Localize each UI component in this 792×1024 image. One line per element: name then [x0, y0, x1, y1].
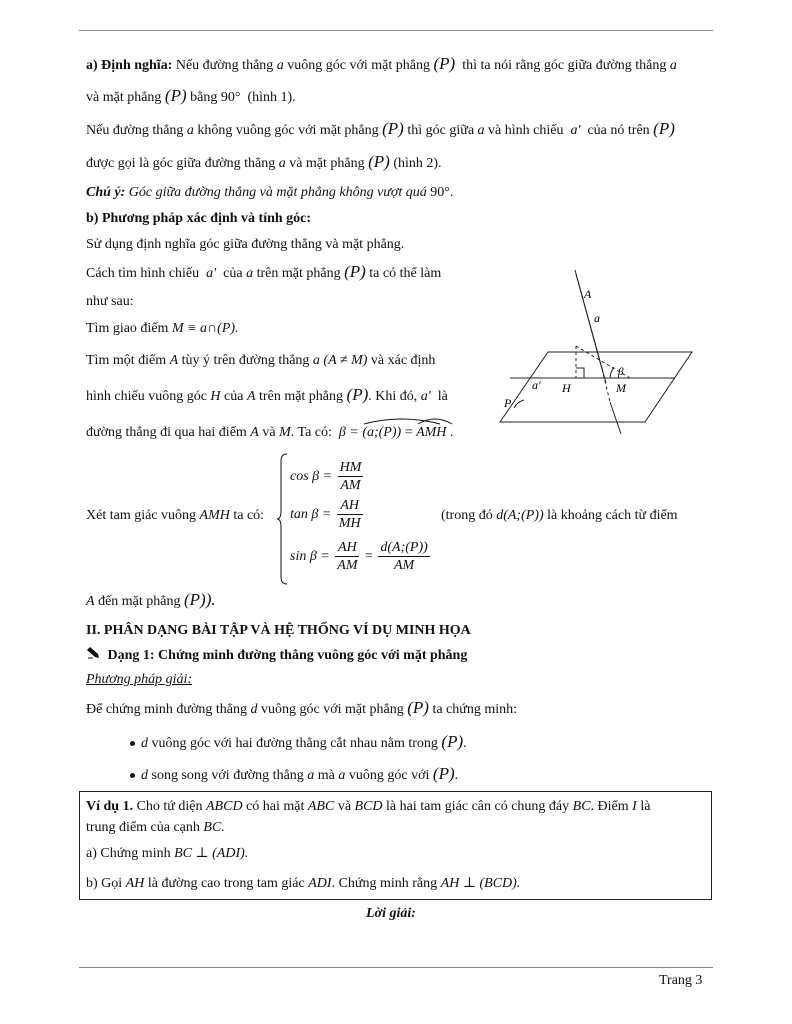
sin-formula: sin β = $\frac{AH}{AM}$ = $\frac{d(A;(P))}{AM}$ — [290, 540, 428, 573]
solution-label: Lời giải: — [366, 906, 416, 921]
bullet-2: d song song với đường thẳng a mà a vuông góc với (P). — [130, 765, 458, 785]
definition-note: Chú ý: Góc giữa đường thẳng và mặt phẳng không vượt quá 90°. — [86, 185, 454, 200]
figure-label-a-prime: a' — [532, 378, 541, 392]
section-2-heading: II. PHÂN DẠNG BÀI TẬP VÀ HỆ THỐNG VÍ DỤ MINH HỌA — [86, 623, 471, 638]
dang-1-intro: Để chứng minh đường thẳng d vuông góc với mặt phẳng (P) ta chứng minh: — [86, 698, 518, 717]
definition-line-3: Nếu đường thẳng a không vuông góc với mặt phẳng (P) thì góc giữa a và hình chiếu a' của nó trên (P) — [86, 119, 675, 138]
definition-line-4: được gọi là góc giữa đường thẳng a và mặt phẳng (P) (hình 2). — [86, 152, 442, 171]
example-part-a: a) Chứng minh BC ⊥ (ADI). — [86, 846, 249, 861]
method-line-4: Tìm giao điểm M ≡ a∩(P). — [86, 321, 239, 336]
bullet-icon — [130, 773, 135, 778]
method-label: Phương pháp giải: — [86, 672, 193, 687]
method-line-6: hình chiếu vuông góc H của A trên mặt phẳng (P). Khi đó, a' là — [86, 385, 448, 404]
triangle-intro: Xét tam giác vuông AMH ta có: — [86, 508, 265, 523]
method-line-5: Tìm một điểm A tùy ý trên đường thẳng a (A ≠ M) và xác định — [86, 353, 436, 368]
figure-label-beta: β — [618, 366, 624, 378]
method-line-1: Sử dụng định nghĩa góc giữa đường thẳng và mặt phẳng. — [86, 237, 405, 252]
distance-note: (trong đó d(A;(P)) là khoảng cách từ điểm — [441, 508, 678, 523]
cos-formula: cos β = $\frac{HM}{AM}$ — [290, 460, 362, 493]
distance-note-end: A đến mặt phẳng (P)). — [86, 590, 216, 609]
bullet-1: d vuông góc với hai đường thẳng cắt nhau nằm trong (P). — [130, 733, 467, 753]
tan-formula: tan β = $\frac{AH}{MH}$ — [290, 498, 361, 531]
definition-line-1: a) Định nghĩa: Nếu đường thẳng a vuông góc với mặt phẳng (P) thì ta nói rằng góc giữa đường thẳng a — [86, 54, 677, 73]
bullet-icon — [130, 741, 135, 746]
figure-label-M: M — [616, 381, 626, 395]
method-heading: b) Phương pháp xác định và tính góc: — [86, 211, 312, 226]
system-brace — [276, 453, 288, 585]
figure-label-a: a — [594, 311, 600, 325]
method-line-2: Cách tìm hình chiếu a' của a trên mặt phẳng (P) ta có thể làm — [86, 262, 442, 281]
figure-label-P: P — [504, 396, 512, 410]
method-line-3: như sau: — [86, 294, 134, 309]
example-line-2: trung điểm của cạnh BC. — [86, 820, 225, 835]
pencil-icon — [86, 647, 100, 659]
example-line-1: Ví dụ 1. Cho tứ diện ABCD có hai mặt ABC và BCD là hai tam giác cân có chung đáy BC. Điểm I là — [86, 799, 651, 814]
projection-figure — [480, 262, 712, 440]
method-line-7: đường thẳng đi qua hai điểm A và M. Ta có: β = (a;(P)) = AMH . — [86, 424, 453, 442]
definition-line-2: và mặt phẳng (P) bằng 90° (hình 1). — [86, 86, 296, 105]
page-number: Trang 3 — [659, 973, 703, 988]
example-part-b: b) Gọi AH là đường cao trong tam giác ADI. Chứng minh rằng AH ⊥ (BCD). — [86, 876, 521, 891]
footer-rule — [79, 967, 713, 968]
dang-1-heading: Dạng 1: Chứng minh đường thẳng vuông góc với mặt phẳng — [86, 647, 467, 665]
figure-label-H: H — [562, 381, 571, 395]
figure-label-A: A — [584, 287, 592, 301]
top-rule — [79, 30, 713, 31]
